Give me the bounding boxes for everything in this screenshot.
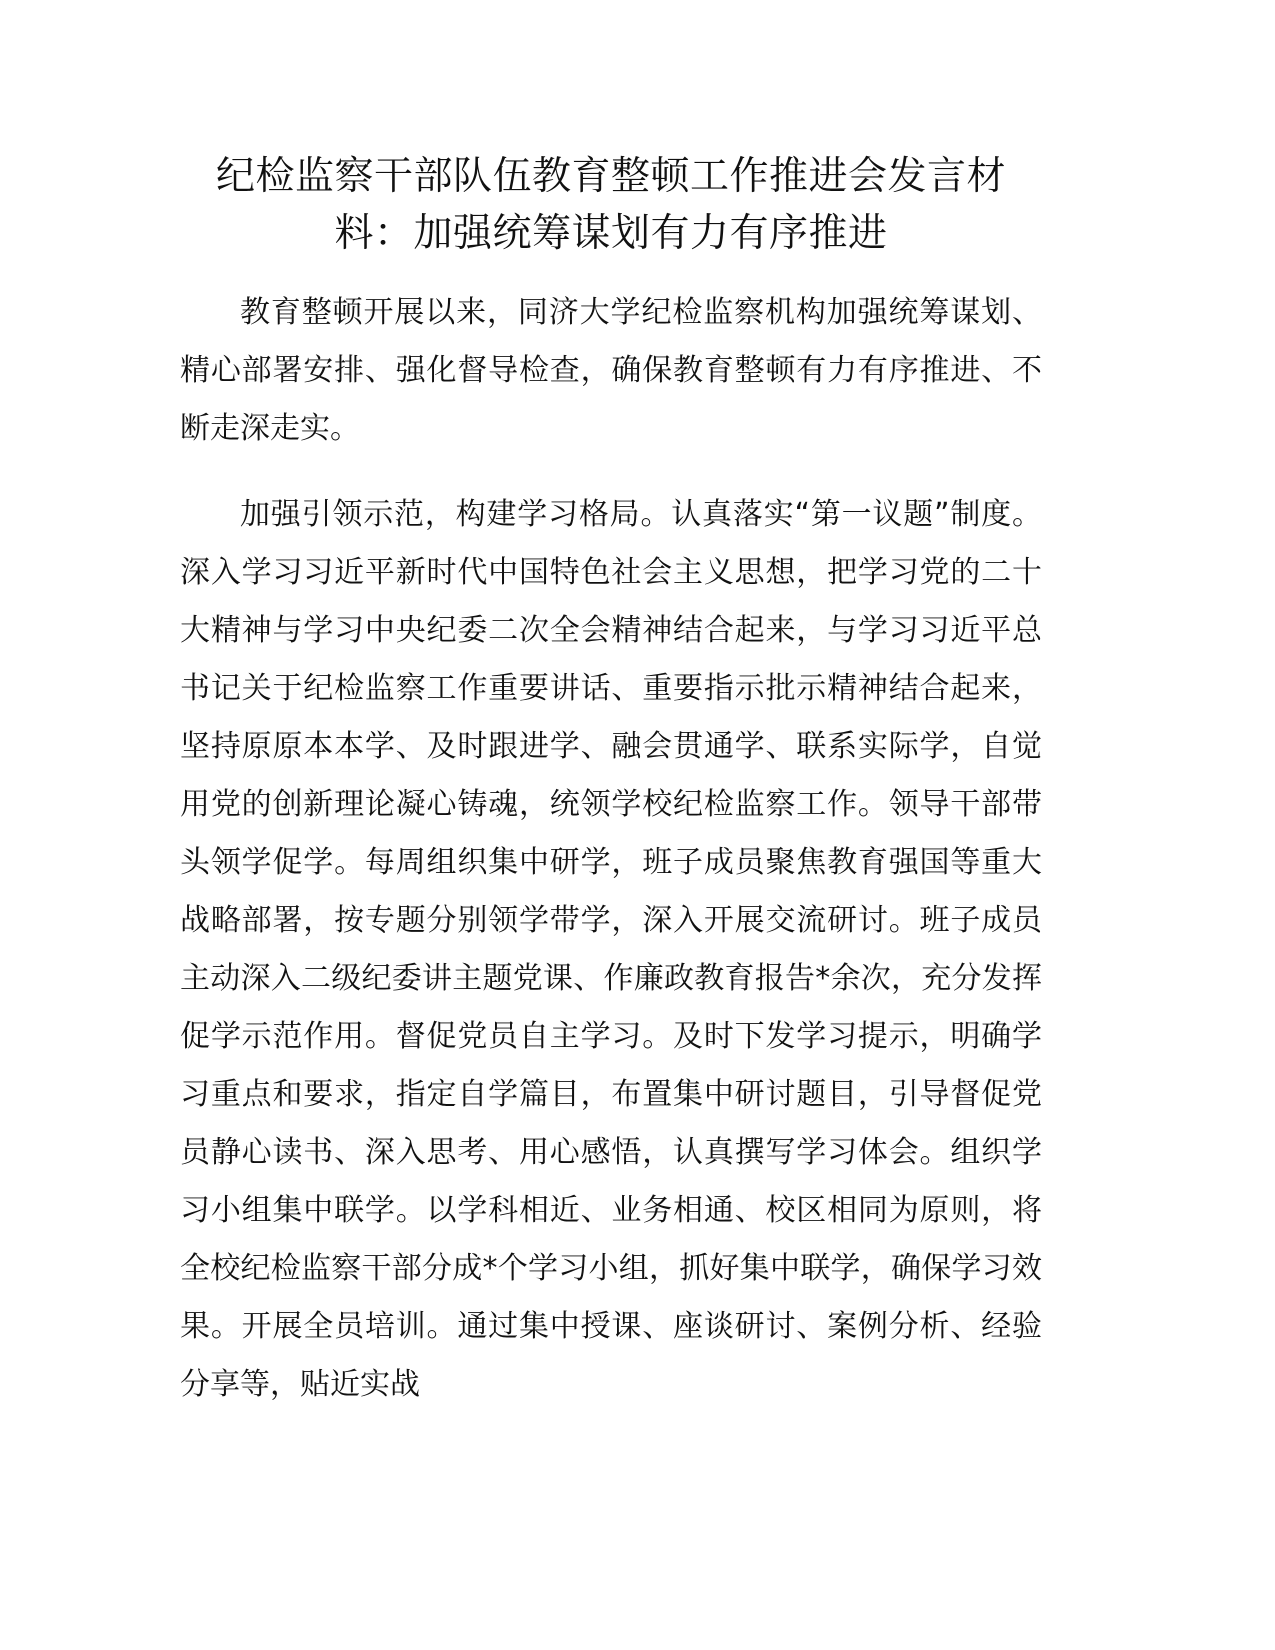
- paragraph-study-leadership: 加强引领示范，构建学习格局。认真落实“第一议题”制度。深入学习习近平新时代中国特色社会主义思想，把学习党的二十大精神与学习中央纪委二次全会精神结合起来，与学习习近平总书记关于纪检监察工作重要讲话、重要指示批示精神结合起来，坚持原原本本学、及时跟进学、融会贯通学、联系实际学，自觉用党的创新理论凝心铸魂，统领学校纪检监察工作。领导干部带头领学促学。每周组织集中研学，班子成员聚焦教育强国等重大战略部署，按专题分别领学带学，深入开展交流研讨。班子成员主动深入二级纪委讲主题党课、作廉政教育报告*余次，充分发挥促学示范作用。督促党员自主学习。及时下发学习提示，明确学习重点和要求，指定自学篇目，布置集中研讨题目，引导督促党员静心读书、深入思考、用心感悟，认真撰写学习体会。组织学习小组集中联学。以学科相近、业务相通、校区相同为原则，将全校纪检监察干部分成*个学习小组，抓好集中联学，确保学习效果。开展全员培训。通过集中授课、座谈研讨、案例分析、经验分享等，贴近实战: [180, 497, 1042, 1402]
- document-title: 纪检监察干部队伍教育整顿工作推进会发言材料：加强统筹谋划有力有序推进: [215, 154, 1006, 256]
- document-body: [180, 148, 1042, 1414]
- paragraph-intro: 教育整顿开展以来，同济大学纪检监察机构加强统筹谋划、精心部署安排、强化督导检查，确保教育整顿有力有序推进、不断走深走实。: [180, 295, 1042, 446]
